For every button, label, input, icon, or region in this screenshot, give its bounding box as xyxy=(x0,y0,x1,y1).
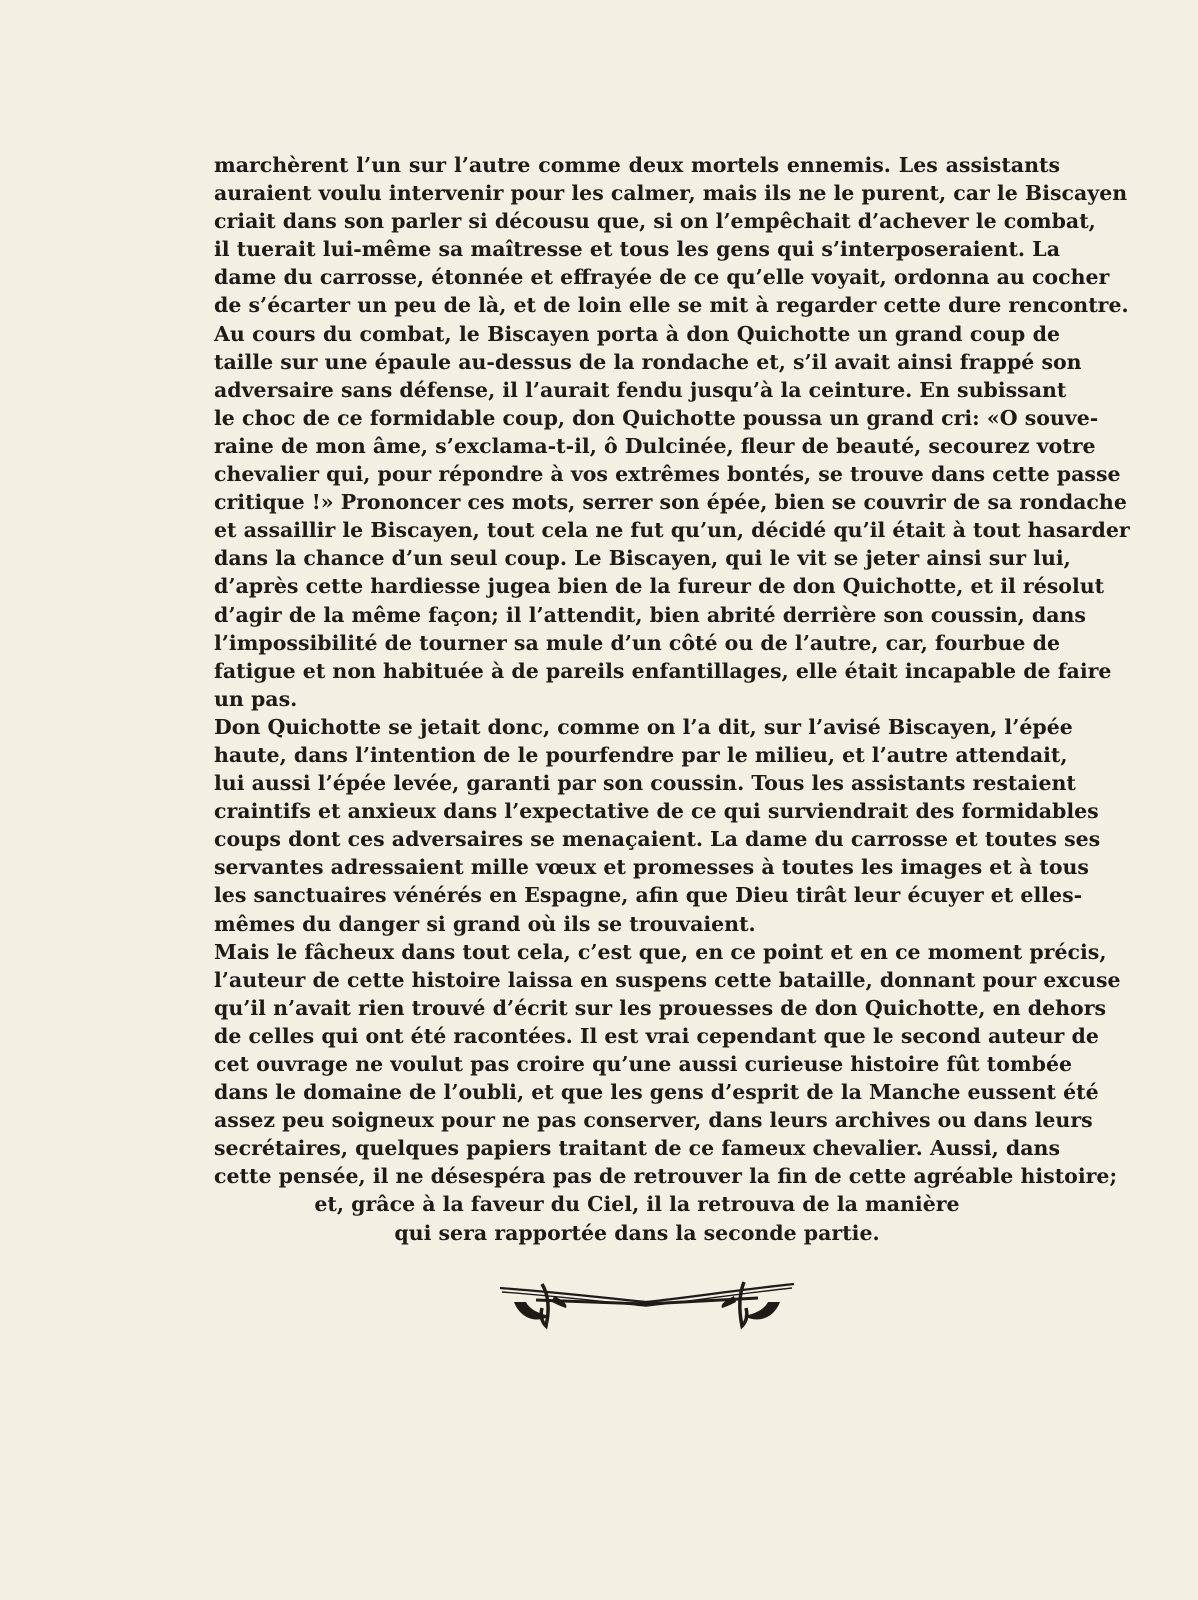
text-line: adversaire sans défense, il l’aurait fendu jusqu’à la ceinture. En subissant xyxy=(214,377,1067,402)
text-line: cet ouvrage ne voulut pas croire qu’une aussi curieuse histoire fût tombée xyxy=(214,1052,1073,1076)
text-line: auraient voulu intervenir pour les calmer, mais ils ne le purent, car le Biscayen xyxy=(214,181,1128,206)
closing-line: et, grâce à la faveur du Ciel, il la retrouva de la manière xyxy=(314,1192,960,1217)
text-line: de s’écarter un peu de là, et de loin elle se mit à regarder cette dure rencontre. xyxy=(214,293,1129,318)
text-line: craintifs et anxieux dans l’expectative de ce qui surviendrait des formidables xyxy=(214,799,1099,824)
text-line: de celles qui ont été racontées. Il est vrai cependant que le second auteur de xyxy=(214,1023,1099,1048)
text-line: taille sur une épaule au-dessus de la rondache et, s’il avait ainsi frappé son xyxy=(214,349,1082,374)
text-line: critique !» Prononcer ces mots, serrer son épée, bien se couvrir de sa rondache xyxy=(214,490,1127,515)
text-line: haute, dans l’intention de le pourfendre par le milieu, et l’autre attendait, xyxy=(214,742,1068,767)
text-line: Don Quichotte se jetait donc, comme on l’a dit, sur l’avisé Biscayen, l’épée xyxy=(214,714,1073,739)
text-line: d’après cette hardiesse jugea bien de la fureur de don Quichotte, et il résolut xyxy=(214,574,1105,599)
text-line: un pas. xyxy=(214,686,298,711)
text-line: dame du carrosse, étonnée et effrayée de ce qu’elle voyait, ordonna au cocher xyxy=(214,265,1110,290)
text-line: l’impossibilité de tourner sa mule d’un côté ou de l’autre, car, fourbue de xyxy=(214,630,1060,655)
text-line: mêmes du danger si grand où ils se trouvaient. xyxy=(214,911,756,936)
text-line: les sanctuaires vénérés en Espagne, afin que Dieu tirât leur écuyer et elles- xyxy=(214,883,1083,908)
text-line: d’agir de la même façon; il l’attendit, bien abrité derrière son coussin, dans xyxy=(214,602,1086,627)
text-line: assez peu soigneux pour ne pas conserver, dans leurs archives ou dans leurs xyxy=(214,1108,1093,1133)
text-line: dans le domaine de l’oubli, et que les gens d’esprit de la Manche eussent été xyxy=(214,1080,1099,1105)
text-line: il tuerait lui-même sa maîtresse et tous les gens qui s’interposeraient. La xyxy=(214,237,1060,262)
closing-line: qui sera rapportée dans la seconde partie. xyxy=(394,1220,880,1245)
text-line: coups dont ces adversaires se menaçaient. La dame du carrosse et toutes ses xyxy=(214,827,1101,852)
crossed-swords-ornament-icon xyxy=(496,1278,798,1338)
text-line: raine de mon âme, s’exclama-t-il, ô Dulcinée, fleur de beauté, secourez votre xyxy=(214,433,1096,458)
text-line: le choc de ce formidable coup, don Quichotte poussa un grand cri: «O souve- xyxy=(214,405,1099,430)
text-line: secrétaires, quelques papiers traitant de ce fameux chevalier. Aussi, dans xyxy=(214,1136,1060,1161)
text-line: cette pensée, il ne désespéra pas de retrouver la fin de cette agréable histoire; xyxy=(214,1164,1118,1189)
text-line: dans la chance d’un seul coup. Le Biscayen, qui le vit se jeter ainsi sur lui, xyxy=(214,546,1071,571)
text-line: fatigue et non habituée à de pareils enfantillages, elle était incapable de faire xyxy=(214,658,1112,683)
text-line: servantes adressaient mille vœux et promesses à toutes les images et à tous xyxy=(214,855,1089,880)
text-line: marchèrent l’un sur l’autre comme deux mortels ennemis. Les assistants xyxy=(214,153,1060,177)
text-line: qu’il n’avait rien trouvé d’écrit sur les prouesses de don Quichotte, en dehors xyxy=(214,995,1107,1020)
text-line: l’auteur de cette histoire laissa en suspens cette bataille, donnant pour excuse xyxy=(214,967,1121,992)
text-line: lui aussi l’épée levée, garanti par son coussin. Tous les assistants restaient xyxy=(214,771,1076,796)
text-line: et assaillir le Biscayen, tout cela ne fut qu’un, décidé qu’il était à tout hasarder xyxy=(214,518,1130,543)
text-line: Mais le fâcheux dans tout cela, c’est que, en ce point et en ce moment précis, xyxy=(214,939,1107,964)
text-line: chevalier qui, pour répondre à vos extrêmes bontés, se trouve dans cette passe xyxy=(214,462,1121,487)
body-text xyxy=(214,151,1130,1247)
text-line: Au cours du combat, le Biscayen porta à don Quichotte un grand coup de xyxy=(214,321,1060,346)
text-line: criait dans son parler si décousu que, si on l’empêchait d’achever le combat, xyxy=(214,209,1096,234)
